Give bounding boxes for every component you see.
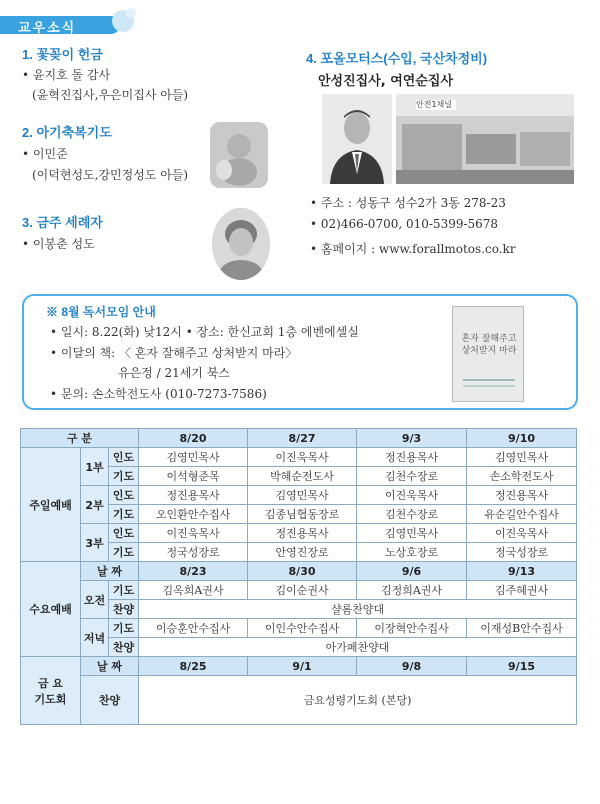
friday-label-line1: 금 요 [37,676,64,690]
reading-author: 유은정 / 21세기 북스 [118,366,230,380]
table-cell: 김천수장로 [357,467,467,486]
baptism-photo [212,208,270,280]
table-row [21,524,577,543]
role-label: 기도 [109,543,139,562]
table-cell: 이진욱목사 [357,486,467,505]
reading-contact: • 문의: 손소학전도사 (010-7273-7586) [50,387,267,401]
service-1-label: 1부 [81,448,109,486]
table-cell: 김이순권사 [248,581,357,600]
role-label: 인도 [109,448,139,467]
news-4-title: 4. 포올모터스(수입, 국산차정비) [306,51,488,66]
service-3-label: 3부 [81,524,109,562]
table-cell: 이진욱목사 [248,448,357,467]
sunday-service-label: 주일예배 [21,448,81,562]
news-1-title: 1. 꽃꽂이 헌금 [22,47,103,62]
table-row [21,562,577,581]
date-cell: 9/1 [248,657,357,676]
role-label: 찬양 [109,600,139,619]
choir-cell: 샬롬찬양대 [139,600,577,619]
date-cell: 8/30 [248,562,357,581]
news-3-line1: • 이봉춘 성도 [22,237,95,251]
news-4-owners: 안성진집사, 여연순집사 [318,74,454,89]
news-1-line2: (윤혁진집사,우은미집사 아들) [32,88,189,102]
table-cell: 유순길안수집사 [467,505,577,524]
table-cell: 이재성B안수집사 [467,619,577,638]
friday-service-label [21,657,81,725]
table-row [21,486,577,505]
news-4-phone: • 02)466-0700, 010-5399-5678 [310,217,499,231]
book-cover-title: 혼자 잘해주고 상처받지 마라 [461,334,517,356]
header-row [21,429,577,448]
table-cell: 노상호장로 [357,543,467,562]
table-cell: 김정희A권사 [357,581,467,600]
table-cell: 정진용목사 [139,486,248,505]
table-cell: 이석형준목 [139,467,248,486]
date-cell: 8/23 [139,562,248,581]
table-cell: 김영민목사 [357,524,467,543]
reading-title: ※ 8월 독서모임 안내 [46,305,156,319]
table-cell: 손소학전도사 [467,467,577,486]
evening-label: 저녁 [81,619,109,657]
table-cell: 김영민목사 [467,448,577,467]
role-label: 기도 [109,467,139,486]
role-label: 기도 [109,581,139,600]
table-cell: 정국성장로 [467,543,577,562]
cloud-decoration-small-icon [126,8,136,18]
header-date: 8/27 [248,429,357,448]
news-1-line1: • 윤지호 돌 감사 [22,68,111,82]
table-row [21,448,577,467]
friday-label-line2: 기도회 [34,692,67,706]
header-date: 9/10 [467,429,577,448]
role-label: 인도 [109,486,139,505]
table-cell: 김영민목사 [248,486,357,505]
wednesday-service-label: 수요예배 [21,562,81,657]
news-2-line1: • 이민준 [22,147,68,161]
date-label: 날 짜 [81,657,139,676]
role-label: 찬양 [109,638,139,657]
table-cell: 김옥희A권사 [139,581,248,600]
header-date: 8/20 [139,429,248,448]
table-cell: 김종님협동장로 [248,505,357,524]
garage-photo [396,94,574,184]
date-cell: 8/25 [139,657,248,676]
table-cell: 정진용목사 [357,448,467,467]
role-label: 찬양 [81,676,139,725]
table-cell: 안영진장로 [248,543,357,562]
banner-title: 교우소식 [18,21,77,36]
table-cell: 정진용목사 [467,486,577,505]
role-label: 인도 [109,524,139,543]
owner-photo [322,94,392,184]
table-cell: 이진욱목사 [467,524,577,543]
table-cell: 정국성장로 [139,543,248,562]
table-row [21,581,577,600]
section-banner [0,6,150,36]
table-cell: 이인수안수집사 [248,619,357,638]
news-4-homepage: • 홈페이지 : www.forallmotos.co.kr [310,242,516,256]
table-cell: 박혜순전도사 [248,467,357,486]
news-2-title: 2. 아기축복기도 [22,125,112,140]
header-date: 9/3 [357,429,467,448]
table-cell: 이진욱목사 [139,524,248,543]
service-2-label: 2부 [81,486,109,524]
news-3-title: 3. 금주 세례자 [22,215,103,230]
role-label: 기도 [109,505,139,524]
table-row [21,619,577,638]
garage-sign: 안전1채널 [416,100,453,109]
date-cell: 9/6 [357,562,467,581]
table-cell: 정진용목사 [248,524,357,543]
table-cell: 김영민목사 [139,448,248,467]
news-2-line2: (이덕현성도,강민정성도 아들) [32,168,189,182]
baby-photo [210,122,268,188]
table-row [21,657,577,676]
choir-cell: 금요성령기도회 (본당) [139,676,577,725]
role-label: 기도 [109,619,139,638]
date-label: 날 짜 [81,562,139,581]
schedule-table [20,428,577,725]
table-cell: 오인환안수집사 [139,505,248,524]
news-4-address: • 주소 : 성동구 성수2가 3동 278-23 [310,196,506,210]
table-cell: 이장혁안수집사 [357,619,467,638]
morning-label: 오전 [81,581,109,619]
reading-book: • 이달의 책: 〈 혼자 잘해주고 상처받지 마라〉 [50,346,298,360]
table-cell: 김주혜권사 [467,581,577,600]
table-cell: 김천수장로 [357,505,467,524]
choir-cell: 아가페찬양대 [139,638,577,657]
book-cover [452,306,524,402]
date-cell: 9/15 [467,657,577,676]
reading-date-place: • 일시: 8.22(화) 낮12시 • 장소: 한신교회 1층 에벤에셀실 [50,325,359,339]
header-label: 구 분 [21,429,139,448]
table-row [21,676,577,725]
table-cell: 이승훈안수집사 [139,619,248,638]
date-cell: 9/13 [467,562,577,581]
date-cell: 9/8 [357,657,467,676]
